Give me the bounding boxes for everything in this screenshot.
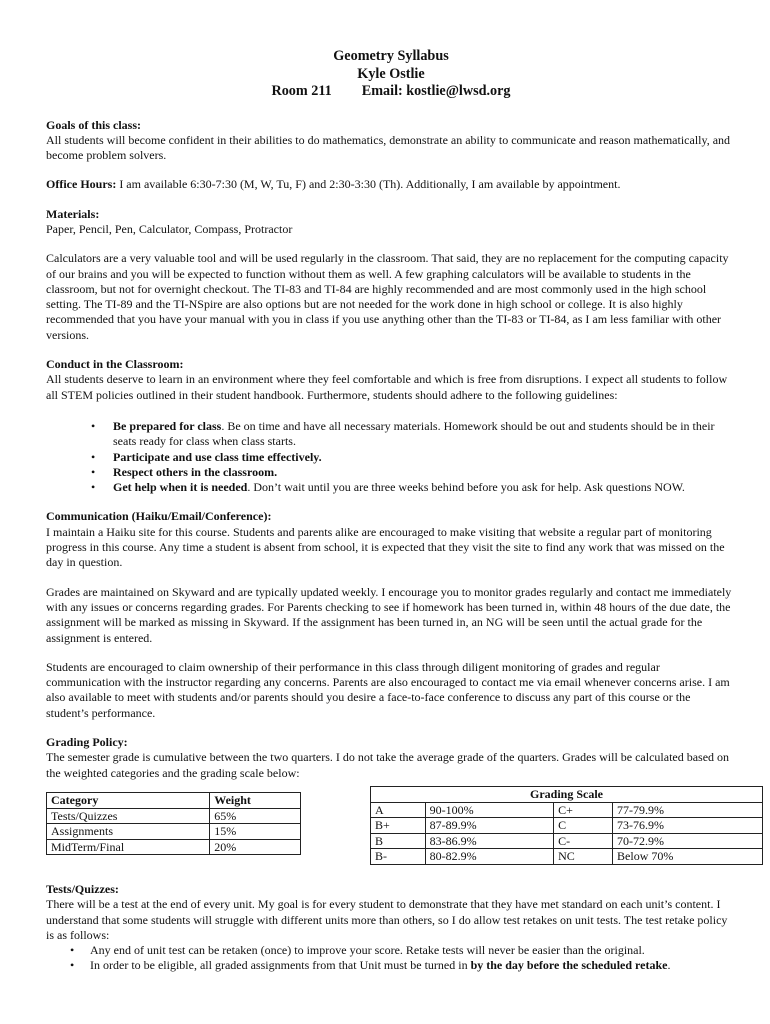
table-header-cell: Category [47,793,210,809]
grading-scale-table [370,786,763,865]
table-row: B- 80-82.9% NC Below 70% [371,849,763,865]
communication-section [46,509,736,721]
office-hours-label: Office Hours: [46,177,117,192]
communication-paragraph: I maintain a Haiku site for this course. Students and parents alike are encouraged to make visiting that website a regular part of monitoring progress in this course. Any time a student is absent from school, it is expected that they visit the site to find any work that was missed on the day in question. [46,524,725,570]
office-hours-section [46,177,736,192]
conduct-guidelines-list [113,419,736,495]
teacher-email: Email: kostlie@lwsd.org [361,83,511,99]
goals-text: All students will become confident in their abilities to do mathematics, demonstrate an ability to communicate and reason mathematically, and become problem solvers. [46,132,731,163]
teacher-name: Kyle Ostlie [357,65,425,82]
grading-scale-title: Grading Scale [371,787,763,803]
table-header-cell: Weight [210,793,301,809]
syllabus-document [46,48,736,973]
office-hours-text: I am available 6:30-7:30 (M, W, Tu, F) and 2:30-3:30 (Th). Additionally, I am available by appointment. [116,177,621,192]
room-number: Room 211 [271,83,332,99]
calculators-text: Calculators are a very valuable tool and will be used regularly in the classroom. That said, they are no replacement for the computing capacity of our brains and you will be expected to function without them as well. A few graphing calculators will be available to students in the classroom, but not for overnight checkout. The TI-83 and TI-84 are highly recommended and are most commonly used in the high school setting. The TI-89 and the TI-NSpire are also options but are not needed for the work done in high school or college. It is also highly recommended that you have your manual with you in class if you use anything other than the TI-83 or TI-84, as I am less familiar with other versions. [46,251,729,342]
list-item: • Be prepared for class. Be on time and have all necessary materials. Homework should be out and students should be in their seats ready for class when class starts. [113,419,736,450]
table-header-row [371,787,763,803]
grading-section [46,735,736,781]
communication-paragraph: Grades are maintained on Skyward and are typically updated weekly. I encourage you to monitor grades regularly and contact me immediately with any issues or concerns regarding grades. For Parents checking to see if homework has been turned in, within 48 hours of the due date, the assignment will be marked as missing in Skyward. If the assignment has been turned in, an NG will be seen until the actual grade for the assignment is entered. [46,584,732,645]
conduct-heading: Conduct in the Classroom: [46,357,184,372]
materials-heading: Materials: [46,206,100,221]
grading-text: The semester grade is cumulative between the two quarters. I do not take the average grade of the quarters. Grades will be calculated based on the weighted categories and the grading scale below: [46,750,730,780]
list-item: • Any end of unit test can be retaken (once) to improve your score. Retake tests will never be easier than the original. [90,943,736,958]
communication-heading: Communication (Haiku/Email/Conference): [46,509,272,524]
conduct-section [46,357,736,495]
room-email-line [46,83,736,101]
page-title: Geometry Syllabus [333,48,449,64]
tests-section [46,882,736,974]
table-row: A 90-100% C+ 77-79.9% [371,802,763,818]
goals-section [46,118,736,164]
list-item: • In order to be eligible, all graded assignments from that Unit must be turned in by the day before the scheduled retake. [90,958,736,973]
materials-text: Paper, Pencil, Pen, Calculator, Compass, Protractor [46,221,293,236]
table-row: MidTerm/Final 20% [47,839,301,855]
table-row: Assignments 15% [47,824,301,840]
grading-heading: Grading Policy: [46,735,128,749]
table-row: Tests/Quizzes 65% [47,808,301,824]
list-item: • Get help when it is needed. Don’t wait until you are three weeks behind before you ask for help. Ask questions NOW. [113,480,736,495]
table-row: B 83-86.9% C- 70-72.9% [371,833,763,849]
retake-policy-list [90,943,736,974]
communication-paragraph: Students are encouraged to claim ownership of their performance in this class through diligent monitoring of grades and regular communication with the instructor regarding any concerns. Parents are also encouraged to contact me via email whenever concerns arise. I am also available to meet with students and/or parents should you desire a face-to-face conference to discuss any part of this course or the student’s performance. [46,659,730,720]
goals-heading: Goals of this class: [46,117,142,132]
materials-section [46,207,736,238]
grade-category-table [46,792,301,855]
conduct-text: All students deserve to learn in an environment where they feel comfortable and which is free from disruptions. I expect all students to follow all STEM policies outlined in their student handbook. Furthermore, students should adhere to the following guidelines: [46,372,728,402]
tests-text: There will be a test at the end of every unit. My goal is for every student to demonstrate that they have met standard on each unit’s content. I understand that some students will struggle with different units more than others, so I do allow test retakes on unit tests. The test retake policy is as follows: [46,897,728,942]
calculators-section [46,251,736,343]
table-row: B+ 87-89.9% C 73-76.9% [371,818,763,834]
list-item: • Participate and use class time effectively. [113,450,736,465]
tests-heading: Tests/Quizzes: [46,882,119,896]
table-header-row [47,793,301,809]
list-item: • Respect others in the classroom. [113,465,736,480]
document-header [46,48,736,101]
